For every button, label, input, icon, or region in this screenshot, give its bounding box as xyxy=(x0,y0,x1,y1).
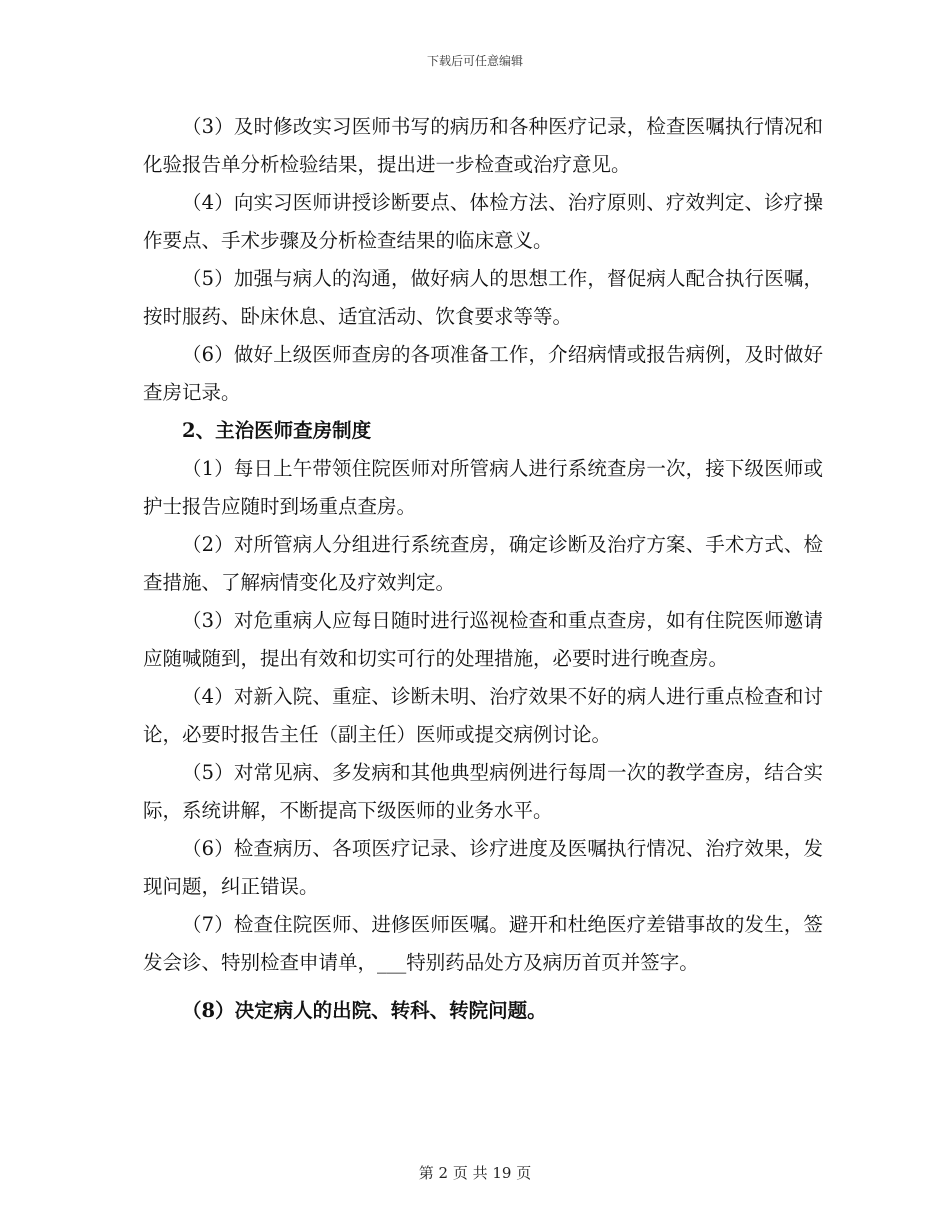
paragraph-5-teaching-rounds: （5）对常见病、多发病和其他典型病例进行每周一次的教学查房，结合实际，系统讲解，不断提高下级医师的业务水平。 xyxy=(143,761,823,822)
paragraph-3-critical-patients: （3）对危重病人应每日随时进行巡视检查和重点查房，如有住院医师邀请应随喊随到，提出有效和切实可行的处理措施，必要时进行晚查房。 xyxy=(143,609,823,670)
paragraph-1-daily-rounds: （1）每日上午带领住院医师对所管病人进行系统查房一次，接下级医师或护士报告应随时到场重点查房。 xyxy=(143,457,823,518)
paragraph-2-group-rounds: （2）对所管病人分组进行系统查房，确定诊断及治疗方案、手术方式、检查措施、了解病情变化及疗效判定。 xyxy=(143,533,823,594)
paragraph-4-new-admissions: （4）对新入院、重症、诊断未明、治疗效果不好的病人进行重点检查和讨论，必要时报告主任（副主任）医师或提交病例讨论。 xyxy=(143,685,823,746)
page-footer: 第 2 页 共 19 页 xyxy=(418,1164,532,1182)
paragraph-5-patient-communication: （5）加强与病人的沟通，做好病人的思想工作，督促病人配合执行医嘱，按时服药、卧床休息、适宜活动、饮食要求等等。 xyxy=(143,267,823,328)
section-heading-attending-rounds: 2、主治医师查房制度 xyxy=(182,419,372,442)
paragraph-6-check-records: （6）检查病历、各项医疗记录、诊疗进度及医嘱执行情况、治疗效果，发现问题，纠正错误。 xyxy=(143,837,823,898)
paragraph-4-teach-interns: （4）向实习医师讲授诊断要点、体检方法、治疗原则、疗效判定、诊疗操作要点、手术步骤及分析检查结果的临床意义。 xyxy=(143,191,823,252)
paragraph-7-check-orders: （7）检查住院医师、进修医师医嘱。避开和杜绝医疗差错事故的发生，签发会诊、特别检查申请单，___特别药品处方及病历首页并签字。 xyxy=(143,913,823,974)
document-body xyxy=(143,108,823,1030)
paragraph-6-ward-round-prep: （6）做好上级医师查房的各项准备工作，介绍病情或报告病例，及时做好查房记录。 xyxy=(143,343,823,404)
page-header: 下载后可任意编辑 xyxy=(426,54,523,68)
paragraph-8-discharge-decisions: （8）决定病人的出院、转科、转院问题。 xyxy=(182,999,547,1022)
paragraph-3-correct-records: （3）及时修改实习医师书写的病历和各种医疗记录，检查医嘱执行情况和化验报告单分析检验结果，提出进一步检查或治疗意见。 xyxy=(143,115,823,176)
